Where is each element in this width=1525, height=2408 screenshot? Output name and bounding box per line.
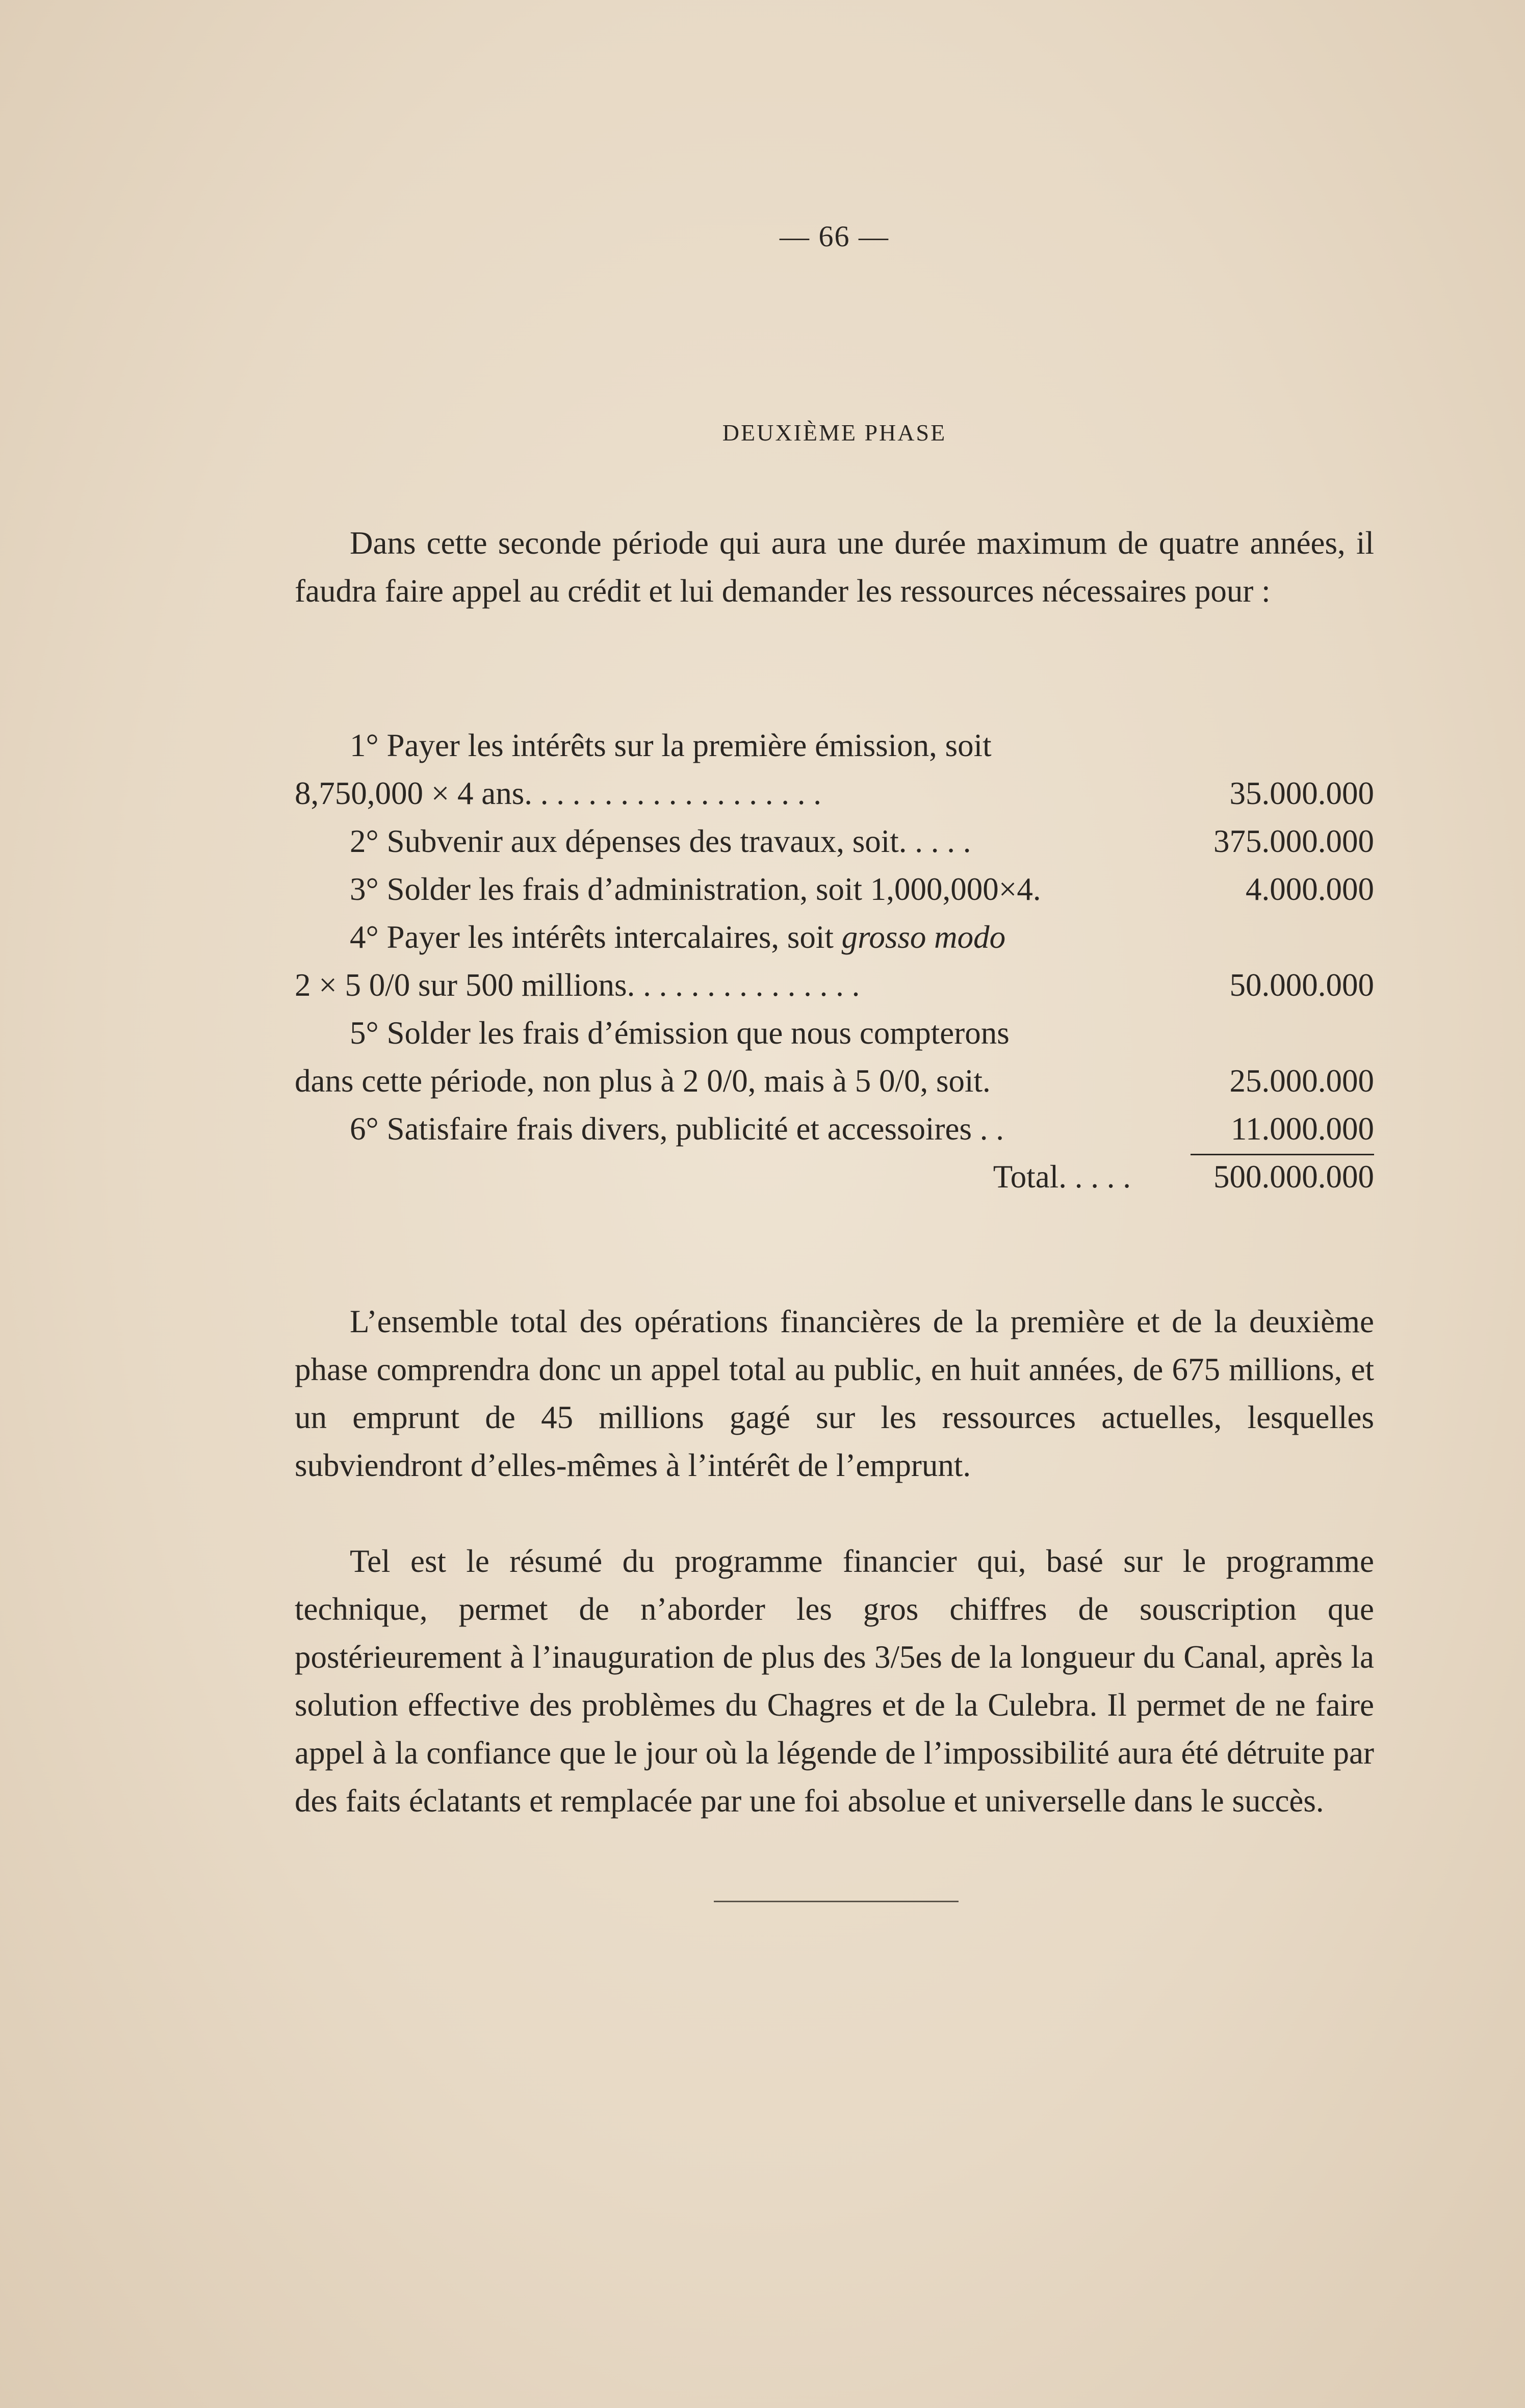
list-item-continuation: [295, 961, 1374, 1009]
list-item-continuation: [295, 1057, 1374, 1105]
item-amount: 50.000.000: [1229, 967, 1374, 1003]
page-content: [295, 0, 1374, 2408]
summary-text: Tel est le résumé du programme financier qui, basé sur le programme technique, permet de n’aborder les gros chiffres de souscription que postérieurement à l’inauguration de plus des 3/5es de la longueur du Canal, après la solution effective des problèmes du Chagres et de la Culebra. Il permet de ne faire appel à la confiance que le jour où la légende de l’impossibilité aura été détruite par des faits éclatants et remplacée par une foi absolue et universelle dans le succès.: [295, 1543, 1374, 1819]
list-item: [295, 721, 1374, 769]
intro-text: Dans cette seconde période qui aura une durée maximum de quatre années, il faudra faire appel au crédit et lui demander les ressources nécessaires pour :: [295, 525, 1374, 609]
item-text: 2° Subvenir aux dépenses des travaux, soit. . . . .: [350, 823, 971, 859]
list-item: [295, 865, 1374, 913]
item-amount: 11.000.000: [1230, 1111, 1374, 1147]
item-text: [350, 913, 1136, 961]
item-amount: 35.000.000: [1229, 775, 1374, 811]
item-text: 6° Satisfaire frais divers, publicité et accessoires . .: [350, 1111, 1004, 1147]
list-item: [295, 1105, 1374, 1153]
summary-paragraph: [295, 1537, 1374, 1825]
total-amount: 500.000.000: [1213, 1159, 1374, 1195]
total-row: [295, 1153, 1374, 1201]
section-title: DEUXIÈME PHASE: [722, 420, 947, 446]
item-text: dans cette période, non plus à 2 0/0, mais à 5 0/0, soit.: [295, 1063, 991, 1099]
item-text: 5° Solder les frais d’émission que nous compterons: [350, 1015, 1010, 1051]
item-text: 2 × 5 0/0 sur 500 millions. . . . . . . . . . . . . . .: [295, 967, 860, 1003]
item-amount: 375.000.000: [1213, 823, 1374, 859]
conclusion-text: L’ensemble total des opérations financières de la première et de la deuxième phase comprendra donc un appel total au public, en huit années, de 675 millions, et un emprunt de 45 millions gagé sur les ressources actuelles, lesquelles subviendront d’elles-mêmes à l’intérêt de l’emprunt.: [295, 1304, 1374, 1483]
list-item: [295, 913, 1374, 961]
item-text: 3° Solder les frais d’administration, soit 1,000,000×4.: [350, 871, 1041, 907]
item-text-italic: grosso modo: [841, 919, 1006, 955]
list-item-continuation: [295, 769, 1374, 817]
list-item: [295, 817, 1374, 865]
item-text: 1° Payer les intérêts sur la première émission, soit: [350, 728, 992, 763]
item-text: 8,750,000 × 4 ans. . . . . . . . . . . . . . . . . . .: [295, 775, 822, 811]
list-item: [295, 1009, 1374, 1057]
expense-list: [295, 721, 1374, 1201]
intro-paragraph: [295, 519, 1374, 615]
conclusion-paragraph: [295, 1298, 1374, 1489]
item-amount: 4.000.000: [1246, 871, 1374, 907]
closing-rule: [714, 1901, 959, 1902]
total-label: Total. . . . .: [993, 1159, 1131, 1195]
item-amount: 25.000.000: [1229, 1063, 1374, 1099]
item-text-part: 4° Payer les intérêts intercalaires, soit: [350, 919, 842, 955]
page-number: — 66 —: [780, 220, 889, 253]
